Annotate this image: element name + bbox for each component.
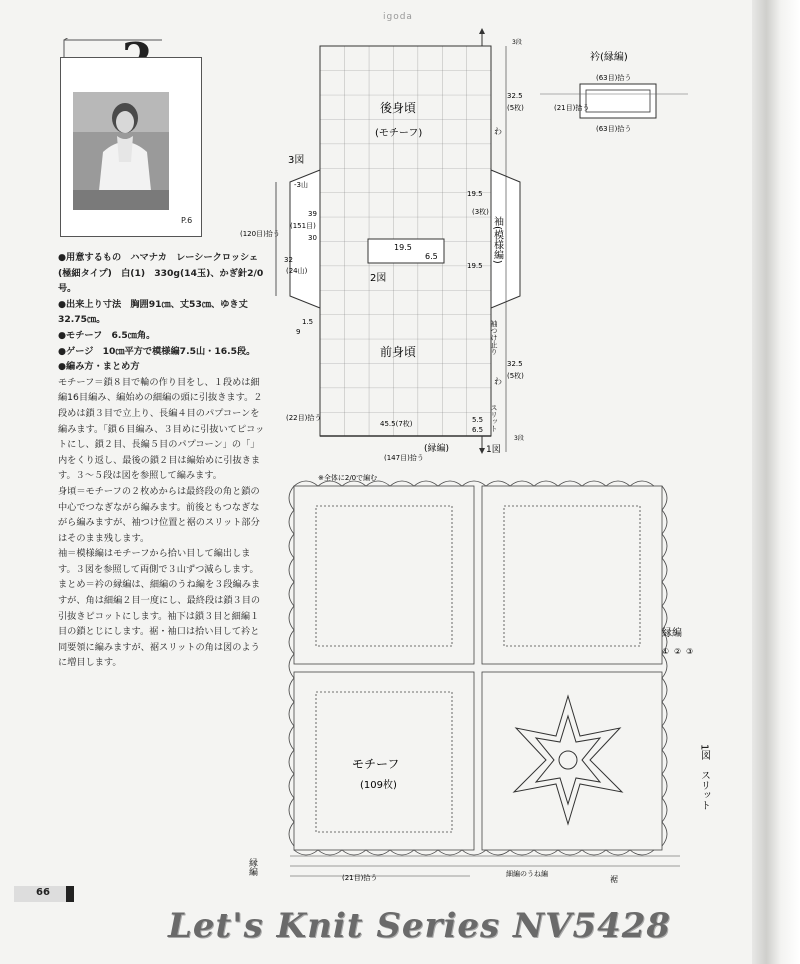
collar-side-pick: (21目)拾う	[554, 104, 590, 112]
motif-count: (109枚)	[360, 780, 397, 791]
hem-chart-label: 裾	[610, 875, 618, 884]
fig1-label: 1図	[486, 445, 501, 455]
hem-side-pick: (22目)拾う	[286, 414, 322, 422]
sleeve-pick: (120目)拾う	[240, 230, 280, 238]
armhole-a: 19.5	[467, 190, 483, 198]
method-paragraph-body: 身頃＝モチーフの２枚めからは最終段の角と鎖の中心でつなぎながら編みます。前後ともつなぎながら編みますが、袖つけ位置と裾のスリット部分はそのまま残します。	[58, 485, 260, 544]
right-sleeve-label: 袖(模様編)	[491, 216, 503, 264]
slit-label: スリット	[490, 404, 498, 432]
finished-size-text: ●出来上り寸法 胸囲91㎝、丈53㎝、ゆき丈32.75㎝。	[58, 298, 248, 326]
flower-motif	[514, 696, 622, 824]
sleeve-join-stop: 袖つけ止り	[490, 320, 498, 355]
fold-bottom: わ	[494, 377, 502, 386]
garment-diagram	[236, 22, 752, 884]
hem-edge-label: (縁編)	[424, 444, 450, 454]
method-paragraph-sleeve: 袖＝模様編はモチーフから拾い目して編出します。３図を参照して両側で３山ずつ減らします。	[58, 548, 259, 575]
cuff-9: 9	[296, 328, 301, 336]
top-motifs: (5枚)	[507, 104, 524, 112]
page-number: 66	[36, 887, 50, 898]
collar-top-pick: (63目)拾う	[596, 74, 632, 82]
left-edge-label: 縁編	[247, 858, 257, 876]
edge-row-3: ③	[686, 647, 694, 656]
cuff-15: 1.5	[302, 318, 314, 326]
collar-diagram	[580, 84, 656, 118]
page-number-tab	[14, 886, 74, 902]
series-title: Let's Knit Series NV5428	[168, 906, 672, 946]
slit-fig-label: 1図 スリット	[698, 744, 710, 811]
collar-bottom-pick: (63目)拾う	[596, 125, 632, 133]
bottom-rib-label: 細編のうね編	[506, 870, 548, 878]
collar-title: 衿(縁編)	[590, 52, 628, 63]
fig3-label: 3図	[288, 155, 305, 166]
top-length: 32.5	[507, 92, 523, 100]
edge-3dan-bottom: 3段	[514, 435, 524, 442]
method-paragraph-motif: モチーフ＝鎖８目で輪の作り目をし、１段めは細編16目編み、編始めの細編の頭に引抜きます。２段めは鎖３目で立上り、長編４目のパプコーンを編みます。「鎖６目編み、３目めに引抜いてピコットにし、鎖２目、長編５目のパプコーン」の「」内をくり返し、最後の鎖２目は編始めに引抜きます。３～５段は図を参照して編みます。	[58, 376, 265, 482]
sleeve-len30: 30	[308, 234, 317, 242]
motif-name: モチーフ	[352, 757, 400, 771]
edge-3dan-top: 3段	[512, 39, 522, 46]
front-body-label: 前身頃	[380, 345, 417, 359]
photo-page-ref: P.6	[181, 216, 193, 225]
hem-width: 45.5(7枚)	[380, 420, 413, 428]
back-body-label: 後身頃	[380, 101, 417, 115]
bottom-pick-label: (21目)拾う	[342, 874, 378, 882]
back-motif-label: (モチーフ)	[375, 128, 423, 139]
hem-slit55: 5.5	[472, 416, 484, 424]
edge-legend-label: 縁編	[662, 628, 682, 639]
hem-slit65: 6.5	[472, 426, 484, 434]
method-paragraph-finishing: まとめ＝衿の縁編は、細編のうね編を３段編みますが、角は細編２目一度にし、最終段は鎖３目の引抜きピコットにします。袖下は鎖３目と細編１目の鎖とじにします。裾・袖口は拾い目して衿と同要領に編みますが、裾スリットの角は図のように増目します。	[58, 579, 261, 669]
edge-row-2: ②	[674, 647, 682, 656]
armhole-b: 19.5	[467, 262, 483, 270]
motif-chart-grid	[289, 481, 670, 855]
model-photo	[73, 92, 169, 210]
bottom-length: 32.5	[507, 360, 523, 368]
materials-text: ●用意するもの ハマナカ レーシークロッシェ(極細タイプ) 白(1) 330g(14玉)、かぎ針2/0号。	[58, 252, 264, 295]
motif-size-text: ●モチーフ 6.5㎝角。	[58, 329, 156, 341]
neck-depth: 6.5	[425, 252, 438, 261]
fold-top: わ	[494, 127, 502, 136]
neck-width: 19.5	[394, 243, 412, 252]
fig2-label: 2図	[370, 273, 387, 284]
sleeve-width32: 32	[284, 256, 293, 264]
sleeve-24: (24山)	[286, 267, 308, 275]
header-label: igoda	[383, 12, 413, 22]
sleeve-151: (151目)	[290, 222, 316, 230]
method-heading: ●編み方・まとめ方	[58, 361, 140, 373]
hem-pick: (147目)拾う	[384, 454, 424, 462]
book-spine-shadow	[752, 0, 800, 964]
gauge-text: ●ゲージ 10㎝平方で模様編7.5山・16.5段。	[58, 345, 256, 357]
sleeve-len39: 39	[308, 210, 317, 218]
chart-note: ※全体に2/0で編む	[318, 474, 378, 482]
armhole-motifs: (3枚)	[472, 208, 489, 216]
edge-row-1: ①	[662, 647, 670, 656]
bottom-motifs: (5枚)	[507, 372, 524, 380]
sleeve-dec: -3山	[294, 181, 308, 189]
